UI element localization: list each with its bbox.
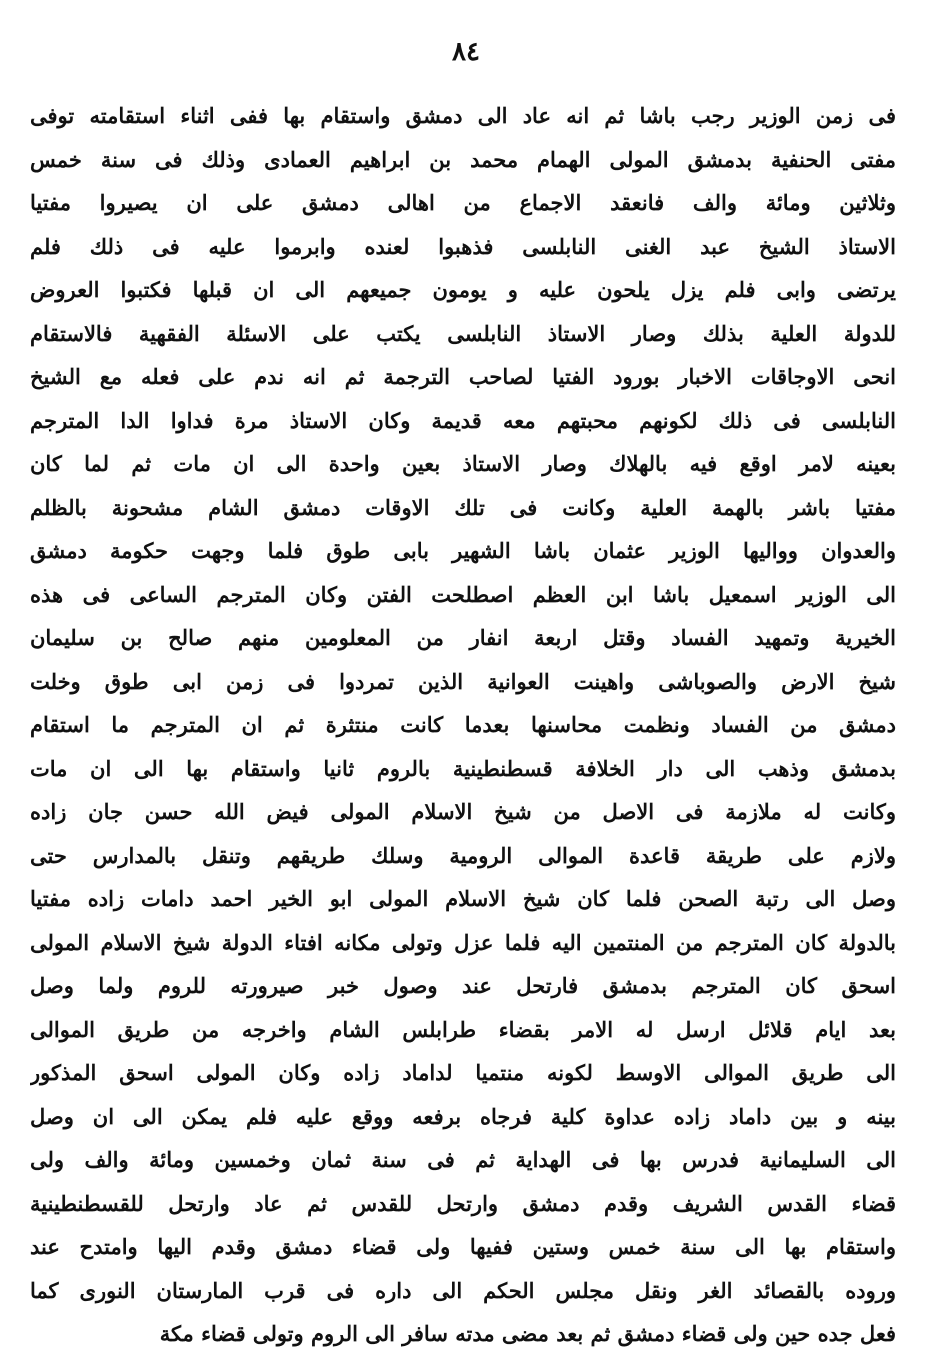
- text-line: مفتى الحنفية بدمشق المولى الهمام محمد بن ابراهيم العمادى وذلك فى سنة خمس: [30, 146, 896, 172]
- text-line: فعل جده حين ولى قضاء دمشق ثم بعد مضى مدته سافر الى الروم وتولى قضاء مكة: [159, 1321, 896, 1346]
- text-line: الاستاذ الشيخ عبد الغنى النابلسى فذهبوا لعنده وابرموا عليه فى ذلك فلم: [30, 233, 896, 259]
- text-line: قضاء القدس الشريف وقدم دمشق وارتحل للقدس ثم عاد وارتحل للقسطنطينية: [30, 1190, 896, 1216]
- text-line: وكانت له ملازمة فى الاصل من شيخ الاسلام المولى فيض الله حسن جان زاده: [30, 799, 896, 824]
- text-line: مفتيا باشر بالهمة العلية وكانت فى تلك الاوقات دمشق الشام مشحونة بالظلم: [30, 494, 896, 520]
- text-line: فى زمن الوزير رجب باشا ثم انه عاد الى دمشق واستقام بها ففى اثناء استقامته توفى: [30, 103, 896, 128]
- text-line: اسحق كان المترجم بدمشق فارتحل عند وصول خبر صيرورته للروم ولما وصل: [30, 973, 896, 998]
- text-line: شيخ الارض والصوباشى واهينت العوانية الذين تمردوا فى زمن ابى طوق وخلت: [30, 668, 896, 694]
- text-line: للدولة العلية بذلك وصار الاستاذ النابلسى يكتب على الاسئلة الفقهية فالاستقام: [30, 320, 896, 346]
- text-line: الى السليمانية فدرس بها فى الهداية ثم فى سنة ثمان وخمسين ومائة والف ولى: [30, 1147, 896, 1172]
- text-line: بعينه لامر اوقع فيه بالهلاك وصار الاستاذ بعين واحدة الى ان مات ثم لما كان: [30, 451, 896, 476]
- text-line: دمشق من الفساد ونظمت محاسنها بعدما كانت منتثرة ثم ان المترجم ما استقام: [30, 712, 896, 737]
- page-number: ٨٤: [452, 37, 480, 67]
- text-line: الخيرية وتمهيد الفساد وقتل اربعة انفار من المعلومين منهم صالح بن سليمان: [30, 625, 896, 650]
- text-line: بدمشق وذهب الى دار الخلافة قسطنطينية بالروم ثانيا واستقام بها الى ان مات: [30, 755, 896, 781]
- text-line: الى طريق الموالى الاوسط لكونه منتميا لداماد زاده وكان المولى اسحق المذكور: [30, 1060, 896, 1085]
- text-line: وروده بالقصائد الغر ونقل مجلس الحكم الى داره فى قرب المارستان النورى كما: [30, 1277, 896, 1303]
- text-line: بعد ايام قلائل ارسل له الامر بقضاء طرابلس الشام واخرجه من طريق الموالى: [30, 1016, 896, 1042]
- text-line: الى الوزير اسمعيل باشا ابن العظم اصطلحت الفتن وكان المترجم الساعى فى هذه: [30, 581, 896, 607]
- text-line: النابلسى فى ذلك لكونهم محبتهم معه قديمة وكان الاستاذ مرة فداوا الدا المترجم: [30, 407, 896, 433]
- text-line: بالدولة كان المترجم من المنتمين اليه فلما عزل وتولى مكانه افتاء الدولة شيخ الاسلام المولى: [30, 929, 896, 955]
- text-line: ولازم على طريقة قاعدة الموالى الرومية وسلك طريقهم وتنقل بالمدارس حتى: [30, 842, 896, 868]
- text-line: وصل الى رتبة الصحن فلما كان شيخ الاسلام المولى ابو الخير احمد دامات زاده مفتيا: [30, 886, 896, 911]
- text-line: وثلاثين ومائة والف فانعقد الاجماع من اهالى دمشق على ان يصيروا مفتيا: [30, 190, 896, 215]
- body-text: [30, 94, 896, 1356]
- text-line: انحى الاوجاقات الاخبار بورود الفتيا لصاحب الترجمة ثم انه ندم على فعله مع الشيخ: [30, 364, 896, 389]
- text-line: واستقام بها الى سنة خمس وستين ففيها ولى قضاء دمشق وقدم اليها وامتدح عند: [30, 1234, 896, 1259]
- text-line: يرتضى وابى فلم يزل يلحون عليه و يومون جميعهم الى ان قبلها فكتبوا العروض: [30, 277, 896, 302]
- text-line: بينه و بين داماد زاده عداوة كلية فرجاه برفعه ووقع عليه فلم يمكن الى ان وصل: [30, 1103, 896, 1129]
- text-line: والعدوان وواليها الوزير عثمان باشا الشهير بابى طوق فلما وجهت حكومة دمشق: [30, 538, 896, 563]
